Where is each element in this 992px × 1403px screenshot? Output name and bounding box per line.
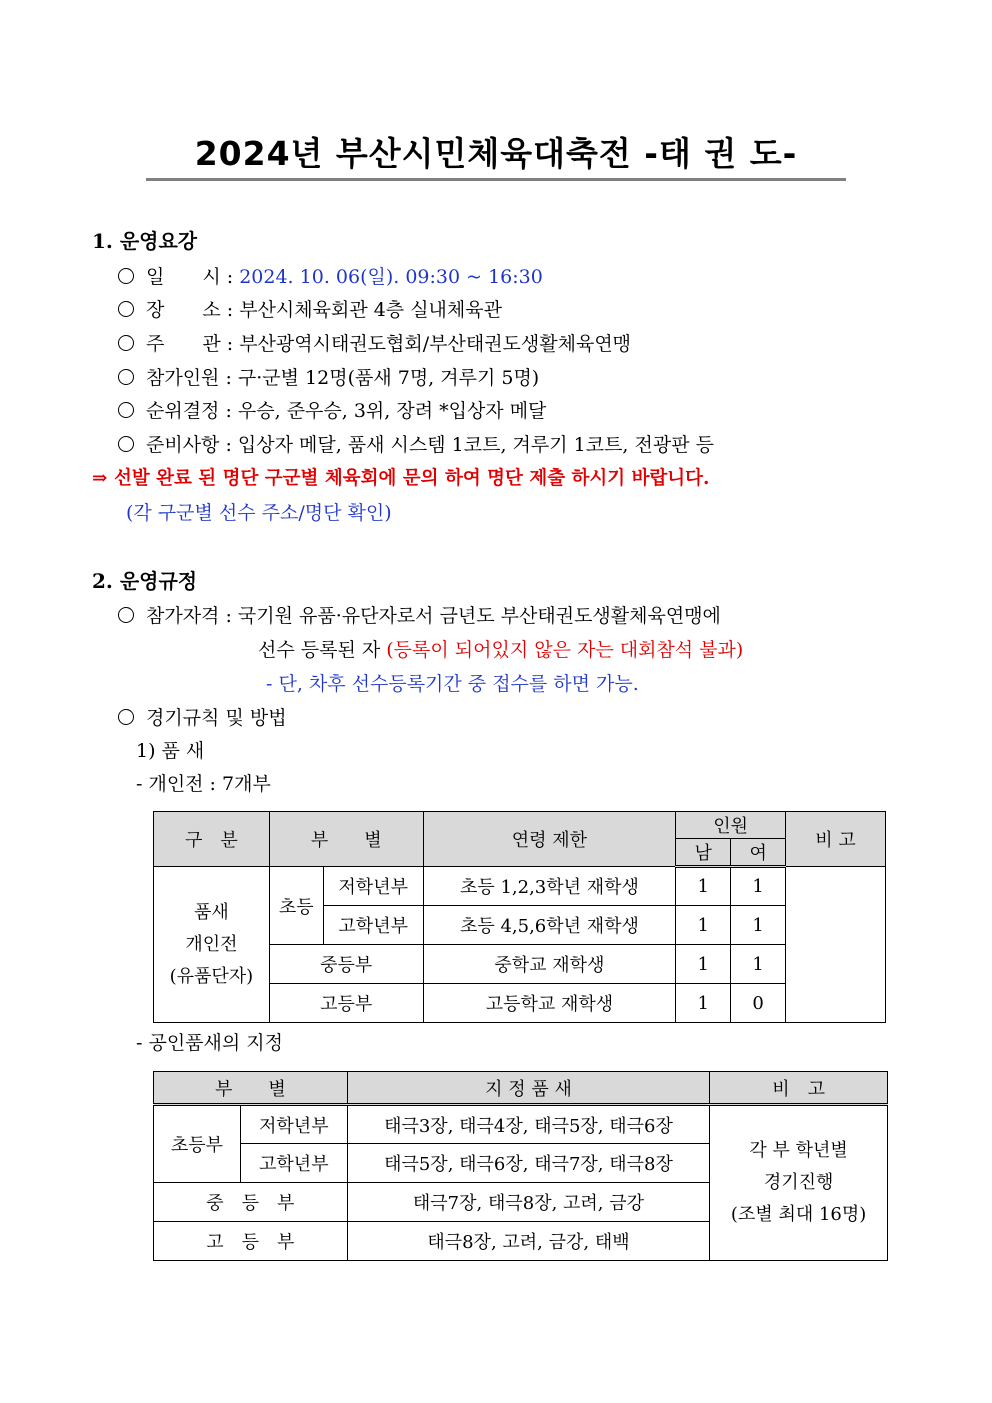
header-female: 여 (731, 839, 786, 867)
item-date-label: 일 시 : (146, 266, 234, 288)
header-age: 연령 제한 (423, 812, 676, 867)
item-preparation-label: 준비사항 : (146, 434, 232, 456)
header-gubun: 구 분 (154, 812, 270, 867)
note-cell (786, 867, 886, 1023)
elementary-cell: 초등부 (154, 1105, 241, 1183)
bullet-circle-icon (118, 335, 134, 351)
notice-sub: (각 구군별 선수 주소/명단 확인) (126, 502, 392, 524)
qualification-line3: - 단, 차후 선수등록기간 중 접수를 하면 가능. (266, 673, 639, 695)
item-ranking-label: 순위결정 : (146, 400, 232, 422)
male-cell: 1 (676, 867, 731, 906)
item-ranking-value: 우승, 준우승, 3위, 장려 *입상자 메달 (237, 400, 547, 422)
header-male: 남 (676, 839, 731, 867)
division-cell: 저학년부 (323, 867, 423, 906)
poomsae-cell: 태극3장, 태극4장, 태극5장, 태극6장 (347, 1105, 709, 1144)
category-line: 품새 (194, 901, 229, 923)
item-preparation (118, 432, 714, 458)
rules-text: 경기규칙 및 방법 (146, 707, 287, 729)
item-host-value: 부산광역시태권도협회/부산태권도생활체육연맹 (239, 333, 632, 355)
bullet-circle-icon (118, 268, 134, 284)
note-line: 경기진행 (763, 1172, 834, 1193)
table-row (154, 867, 886, 906)
division-cell: 중등부 (269, 945, 423, 984)
header-count: 인원 (676, 812, 786, 839)
age-cell: 고등학교 재학생 (423, 984, 676, 1023)
notice: ⇒ 선발 완료 된 명단 구군별 체육회에 문의 하여 명단 제출 하시기 바랍니다. (92, 468, 710, 489)
item-host (118, 331, 631, 357)
bullet-circle-icon (118, 369, 134, 385)
item-participants-label: 참가인원 : (146, 367, 232, 389)
age-cell: 초등 4,5,6학년 재학생 (423, 906, 676, 945)
female-cell: 1 (731, 867, 786, 906)
category-cell (154, 867, 270, 1023)
item-participants (118, 365, 539, 391)
header-bu: 부 별 (269, 812, 423, 867)
table-row (154, 1105, 888, 1144)
qualification (118, 603, 721, 629)
division-cell: 고등부 (269, 984, 423, 1023)
header-note: 비 고 (786, 812, 886, 867)
female-cell: 1 (731, 906, 786, 945)
item-preparation-value: 입상자 메달, 품새 시스템 1코트, 겨루기 1코트, 전광판 등 (237, 434, 714, 456)
division-cell: 저학년부 (240, 1105, 347, 1144)
elementary-cell: 초등 (269, 867, 323, 945)
age-cell: 중학교 재학생 (423, 945, 676, 984)
division-cell: 중 등 부 (154, 1183, 348, 1222)
poomsae-heading: 1) 품 새 (136, 740, 205, 762)
category-line: (유품단자) (169, 965, 254, 987)
male-cell: 1 (676, 906, 731, 945)
section1-heading: 1. 운영요강 (92, 229, 198, 253)
poomsae-cell: 태극5장, 태극6장, 태극7장, 태극8장 (347, 1144, 709, 1183)
header-note: 비 고 (710, 1072, 888, 1105)
male-cell: 1 (676, 984, 731, 1023)
division-cell: 고학년부 (323, 906, 423, 945)
note-line: (조별 최대 16명) (730, 1204, 867, 1225)
page-title: 2024년 부산시민체육대축전 -태 권 도- (194, 134, 798, 173)
header-bu: 부 별 (154, 1072, 348, 1105)
qualification-warning: (등록이 되어있지 않은 자는 대회참석 불과) (386, 639, 744, 661)
female-cell: 1 (731, 945, 786, 984)
division-cell: 고 등 부 (154, 1222, 348, 1261)
header-poomsae: 지 정 품 새 (347, 1072, 709, 1105)
bullet-circle-icon (118, 402, 134, 418)
poomsae-cell: 태극8장, 고려, 금강, 태백 (347, 1222, 709, 1261)
item-venue (118, 297, 502, 323)
bullet-circle-icon (118, 436, 134, 452)
item-venue-label: 장 소 : (146, 299, 234, 321)
section2-heading: 2. 운영규정 (92, 569, 198, 593)
age-cell: 초등 1,2,3학년 재학생 (423, 867, 676, 906)
item-participants-value: 구·군별 12명(품새 7명, 겨루기 5명) (237, 367, 540, 389)
individual-heading: - 개인전 : 7개부 (136, 773, 271, 795)
item-date (118, 264, 543, 290)
male-cell: 1 (676, 945, 731, 984)
note-cell (710, 1105, 888, 1261)
note-line: 각 부 학년별 (749, 1140, 848, 1161)
rules (118, 705, 287, 731)
item-host-label: 주 관 : (146, 333, 234, 355)
qualification-line2 (258, 637, 743, 663)
bullet-circle-icon (118, 709, 134, 725)
poomsae-cell: 태극7장, 태극8장, 고려, 금강 (347, 1183, 709, 1222)
qualification-label: 참가자격 : (146, 605, 232, 627)
bullet-circle-icon (118, 301, 134, 317)
qualification-line1: 국기원 유품·유단자로서 금년도 부산태권도생활체육연맹에 (237, 605, 721, 627)
designated-heading: - 공인품새의 지정 (136, 1032, 283, 1054)
item-venue-value: 부산시체육회관 4층 실내체육관 (239, 299, 502, 321)
qualification-line2-text: 선수 등록된 자 (258, 639, 387, 661)
designated-table (153, 1071, 888, 1261)
title-underline (146, 178, 846, 181)
category-line: 개인전 (185, 933, 238, 955)
female-cell: 0 (731, 984, 786, 1023)
item-date-value: 2024. 10. 06(일). 09:30 ~ 16:30 (239, 266, 543, 288)
individual-table (153, 811, 886, 1023)
division-cell: 고학년부 (240, 1144, 347, 1183)
item-ranking (118, 398, 546, 424)
bullet-circle-icon (118, 607, 134, 623)
